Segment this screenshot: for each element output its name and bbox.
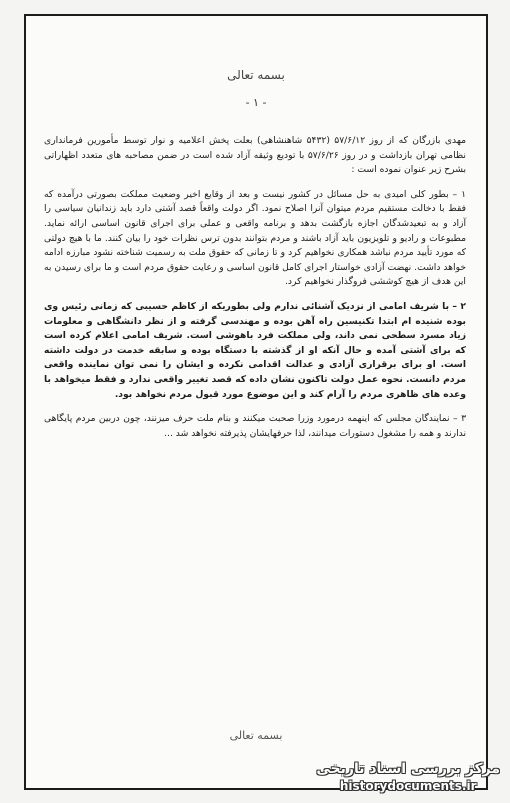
page-number: - ۱ - (245, 96, 267, 109)
paragraph-1: ۱ – بطور کلی امیدی به حل مسائل در کشور نیست و بعد از وقایع اخیر وضعیت مملکت بصورتی درآمده که فقط با دخالت مستقیم مردم میتوان آنرا اصلاح نمود. اگر دولت واقعاً قصد آشتی دارد باید زندانیان سیاسی را آزاد و به تبعیدشدگان اجازه بازگشت بدهد و برنامه واقعی و عملی برای اجرای قانون اساسی ارائه نماید. مطبوعات و رادیو و تلویزیون باید آزاد باشند و مردم بتوانند بدون ترس نظرات خود را بیان کنند. ما با هیچ دولتی که مورد تأیید مردم نباشد همکاری نخواهیم کرد و تا زمانی که حقوق ملت به رسمیت شناخته نشود مبارزه ادامه خواهد داشت. نهضت آزادی خواستار اجرای کامل قانون اساسی و رعایت حقوق مردم است و ما برای رسیدن به این هدف از هیچ کوششی فروگذار نخواهیم کرد. (44, 188, 466, 288)
watermark-url: historydocuments.ir (339, 779, 477, 793)
archive-watermark (316, 761, 500, 793)
document-heading: بسمه تعالی (227, 68, 285, 82)
document-body (44, 134, 466, 718)
footer-mark: بسمه تعالی (229, 729, 283, 742)
watermark-title: مرکز بررسی اسناد تاریخی (316, 761, 500, 777)
paragraph-3: ۳ – نمایندگان مجلس که اینهمه درمورد وزرا صحبت میکنند و بنام ملت حرف میزنند، چون دربین مردم پایگاهی ندارند و همه را مشغول دستورات میدانند، لذا حرفهایشان پذیرفته نخواهد شد ... (44, 413, 466, 439)
document-page (24, 14, 488, 790)
paragraph-2: ۲ – با شریف امامی از نزدیک آشنائی ندارم ولی بطوریکه از کاظم حسیبی که زمانی رئیس وی بوده شنیده ام ابتدا تکنیسین راه آهن بوده و مهندسی گرفته و از نظر دانشگاهی و معلومات زیاد مسرد سطحی نمی داند، ولی مملکت فرد باهوشی است. شریف امامی اعلام کرده است که برای آشتی آمده و حال آنکه او از گذشته با دستگاه بوده و سابقه خدمت در دولت داشته است. او برای برقراری آزادی و عدالت اقدامی نکرده و ایشان را نمی توان نماینده واقعی مردم دانست. نحوه عمل دولت تاکنون نشان داده که قصد تغییر واقعی ندارد و فقط میخواهد با وعده های ظاهری مردم را آرام کند و این موضوع مورد قبول مردم نخواهد بود. (44, 300, 466, 400)
opening-paragraph: مهدی بازرگان که از روز ۵۷/۶/۱۲ (۵۴۳۲ شاهنشاهی) بعلت پخش اعلامیه و نوار توسط مأمورین فرمانداری نظامی تهران بازداشت و در روز ۵۷/۶/۲۶ با تودیع وثیقه آزاد شده است در ضمن مصاحبه های متعدد اظهاراتی بشرح زیر عنوان نموده است : (44, 135, 466, 176)
